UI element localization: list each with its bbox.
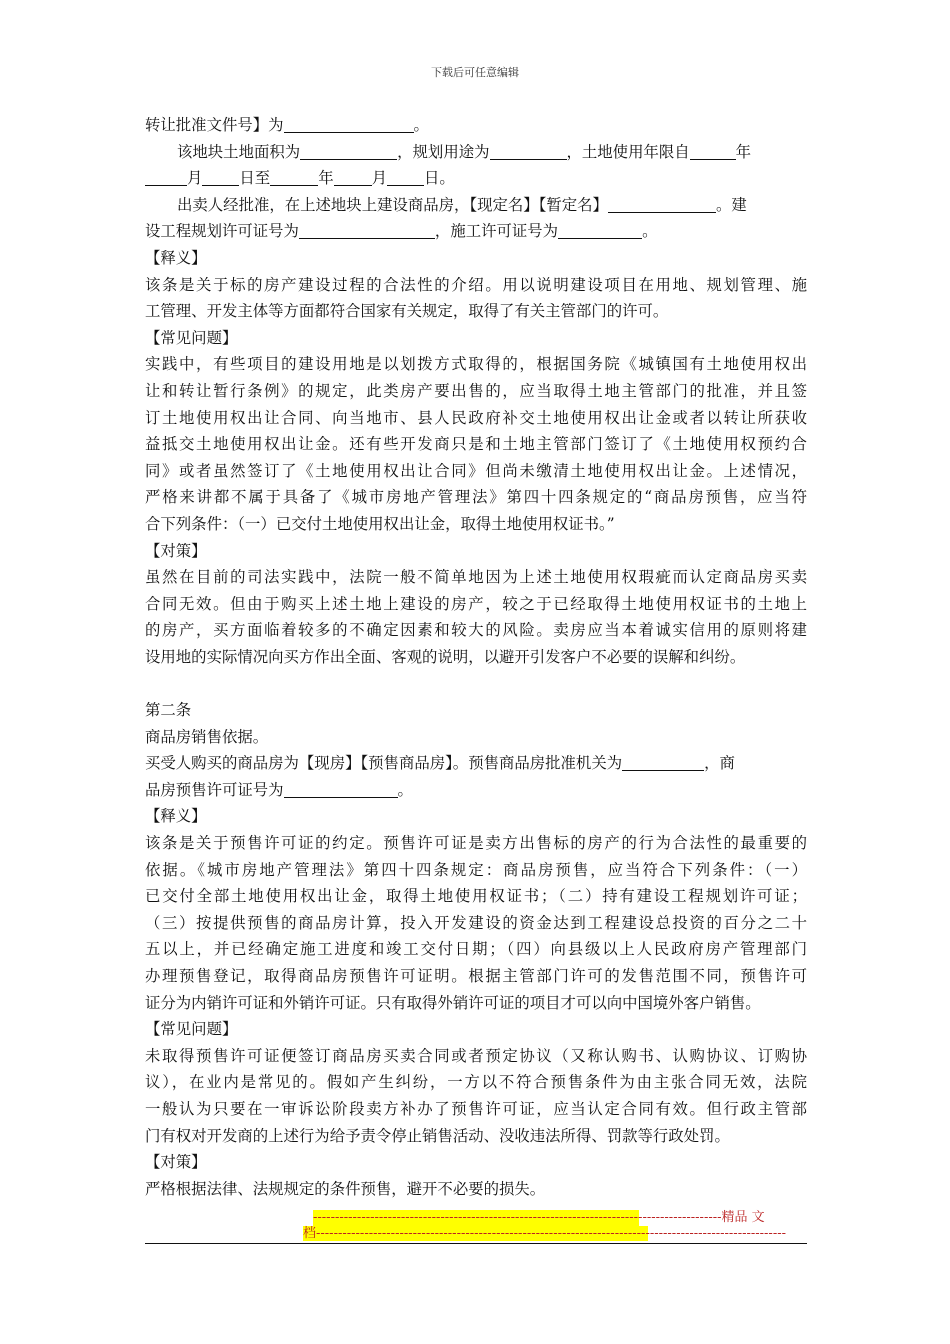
text-line: 商品房销售依据。 xyxy=(145,727,269,746)
blank-planned-use xyxy=(490,142,567,160)
text-line: 未取得预售许可证便签订商品房买卖合同或者预定协议（又称认购书、认购协议、订购协 xyxy=(145,1046,807,1065)
blank-project-name xyxy=(608,195,716,213)
page-header: 下载后可任意编辑 xyxy=(431,66,519,79)
blank-planning-permit-no xyxy=(299,221,435,239)
section-heading: 【常见问题】 xyxy=(145,1020,238,1039)
footer-banner xyxy=(303,1210,787,1241)
section-heading: 【对策】 xyxy=(145,1153,207,1172)
text-line: 该地块土地面积为 ，规划用途为 ，土地使用年限自 年 xyxy=(177,142,752,161)
text-line: 让和转让暂行条例》的规定，此类房产要出售的，应当取得土地主管部门的批准，并且签 xyxy=(145,381,807,400)
text-line: 设用地的实际情况向买方作出全面、客观的说明，以避开引发客户不必要的误解和纠纷。 xyxy=(145,647,746,666)
text-line: 订土地使用权出让合同、向当地市、县人民政府补交土地使用权出让金或者以转让所获收 xyxy=(145,408,807,427)
article-title: 第二条 xyxy=(145,701,192,720)
text-line: 证分为内销许可证和外销许可证。只有取得外销许可证的项目才可以向中国境外客户销售。 xyxy=(145,993,761,1012)
text-line: 合下列条件：（一）已交付土地使用权出让金，取得土地使用权证书。” xyxy=(145,514,615,533)
blank-presale-permit-no xyxy=(284,780,398,798)
blank-approval-doc-no xyxy=(284,115,414,133)
text-line: 实践中，有些项目的建设用地是以划拨方式取得的，根据国务院《城镇国有土地使用权出 xyxy=(145,355,807,374)
text-line: 门有权对开发商的上述行为给予责令停止销售活动、没收违法所得、罚款等行政处罚。 xyxy=(145,1126,730,1145)
text-line: 月 日至 年 月 日。 xyxy=(145,165,807,192)
blank-land-area xyxy=(300,142,397,160)
document-body xyxy=(145,112,807,1202)
text-line: （三）按提供预售的商品房计算，投入开发建设的资金达到工程建设总投资的百分之二十 xyxy=(145,913,807,932)
footer-rule xyxy=(145,1243,807,1244)
text-line: 已交付全部土地使用权出让金，取得土地使用权证书；（二）持有建设工程规划许可证； xyxy=(145,887,807,906)
blank-month xyxy=(145,168,187,186)
section-heading: 【释义】 xyxy=(145,807,207,826)
text-line: 该条是关于标的房产建设过程的合法性的介绍。用以说明建设项目在用地、规划管理、施 xyxy=(145,275,807,294)
text-line: 议），在业内是常见的。假如产生纠纷，一方以不符合预售条件为由主张合同无效，法院 xyxy=(145,1073,807,1092)
footer-line: ---------------------------------------------------------------------------------------------精品 文 xyxy=(313,1210,765,1225)
section-heading: 【常见问题】 xyxy=(145,328,238,347)
blank-year xyxy=(690,142,736,160)
text-line: 依据。《城市房地产管理法》第四十四条规定：商品房预售，应当符合下列条件：（一） xyxy=(145,860,807,879)
text-line: 办理预售登记，取得商品房预售许可证明。根据主管部门许可的发售范围不同，预售许可 xyxy=(145,967,807,985)
text-line: 五以上，并已经确定施工进度和竣工交付日期；（四）向县级以上人民政府房产管理部门 xyxy=(145,940,807,959)
text-line: 工管理、开发主体等方面都符合国家有关规定，取得了有关主管部门的许可。 xyxy=(145,302,669,321)
text-line: 该条是关于预售许可证的约定。预售许可证是卖方出售标的房产的行为合法性的最重要的 xyxy=(145,834,807,853)
blank-approval-authority xyxy=(622,753,704,771)
blank-line xyxy=(145,670,807,697)
text-line: 品房预售许可证号为 。 xyxy=(145,780,413,799)
text-line: 买受人购买的商品房为【现房】【预售商品房】。预售商品房批准机关为 ，商 xyxy=(145,754,735,773)
text-line: 益抵交土地使用权出让金。还有些开发商只是和土地主管部门签订了《土地使用权预约合 xyxy=(145,435,807,454)
section-heading: 【释义】 xyxy=(145,248,207,267)
blank-month xyxy=(334,168,372,186)
blank-year xyxy=(270,168,318,186)
text-line: 同》或者虽然签订了《土地使用权出让合同》但尚未缴清土地使用权出让金。上述情况， xyxy=(145,461,807,480)
text-line: 合同无效。但由于购买上述土地上建设的房产，较之于已经取得土地使用权证书的土地上 xyxy=(145,594,807,613)
blank-construction-permit-no xyxy=(558,221,642,239)
text-line: 虽然在目前的司法实践中，法院一般不简单地因为上述土地使用权瑕疵而认定商品房买卖 xyxy=(145,568,807,587)
blank-day xyxy=(387,168,424,186)
text-line: 转让批准文件号】为 。 xyxy=(145,116,429,134)
text-line: 严格根据法律、法规规定的条件预售，避开不必要的损失。 xyxy=(145,1179,546,1198)
text-line: 的房产，买方面临着较多的不确定因素和较大的风险。卖房应当本着诚实信用的原则将建 xyxy=(145,621,807,640)
footer-line: 档----------------------------------------------------------------------------------------------------------- xyxy=(303,1225,787,1241)
text-line: 严格来讲都不属于具备了《城市房地产管理法》第四十四条规定的“商品房预售，应当符 xyxy=(145,488,807,507)
blank-day xyxy=(202,168,239,186)
text-line: 设工程规划许可证号为 ，施工许可证号为 。 xyxy=(145,222,658,241)
section-heading: 【对策】 xyxy=(145,541,207,560)
text-line: 出卖人经批准，在上述地块上建设商品房，【现定名】【暂定名】 。建 xyxy=(177,195,747,214)
text-line: 一般认为只要在一审诉讼阶段卖方补办了预售许可证，应当认定合同有效。但行政主管部 xyxy=(145,1099,807,1118)
